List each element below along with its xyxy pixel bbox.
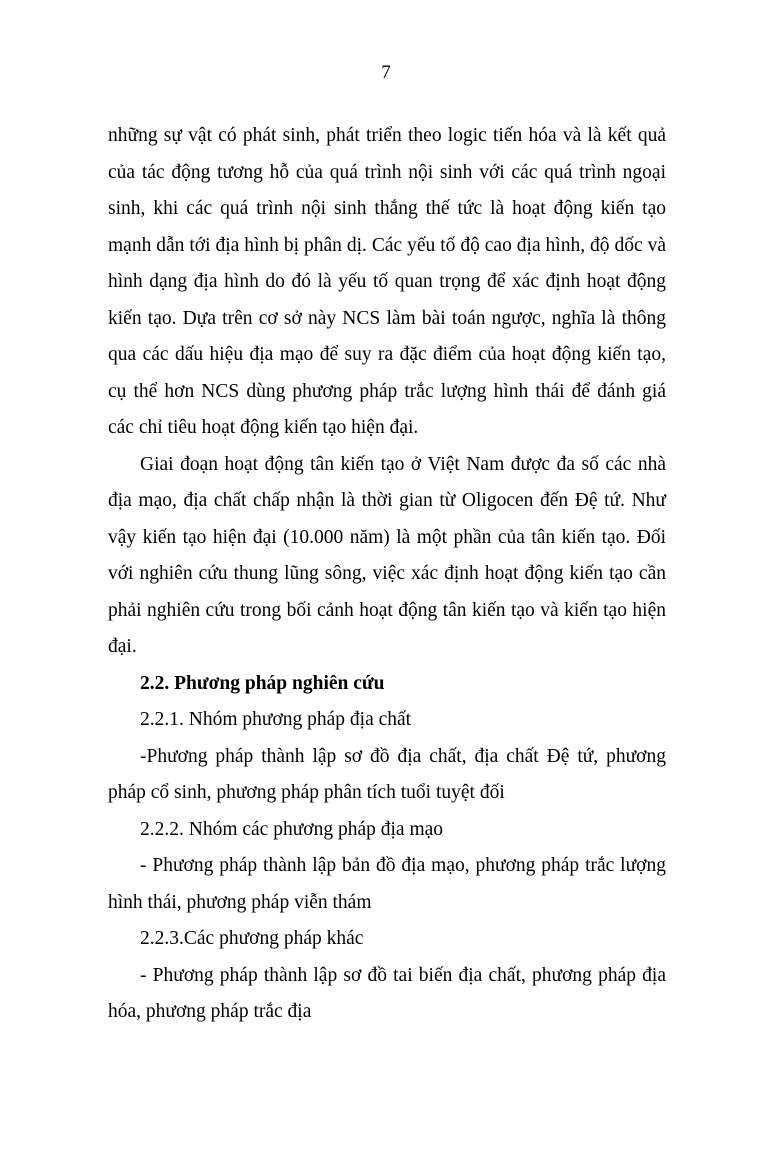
subsection-heading-2-2-3: 2.2.3.Các phương pháp khác xyxy=(140,928,364,949)
page-number: 7 xyxy=(381,62,391,83)
paragraph-geomorphology-methods: - Phương pháp thành lập bản đồ địa mạo, phương pháp trắc lượng hình thái, phương pháp viễn thám xyxy=(108,855,666,913)
paragraph-other-methods: - Phương pháp thành lập sơ đồ tai biến địa chất, phương pháp địa hóa, phương pháp trắc địa xyxy=(108,964,666,1022)
subsection-heading-2-2-2: 2.2.2. Nhóm các phương pháp địa mạo xyxy=(140,818,444,840)
section-heading-2-2: 2.2. Phương pháp nghiên cứu xyxy=(140,672,385,694)
page-content xyxy=(108,118,666,1031)
subsection-heading-2-2-1: 2.2.1. Nhóm phương pháp địa chất xyxy=(140,709,412,730)
paragraph-geology-methods: -Phương pháp thành lập sơ đồ địa chất, địa chất Đệ tứ, phương pháp cổ sinh, phương pháp phân tích tuổi tuyệt đối xyxy=(108,745,666,803)
paragraph-body: những sự vật có phát sinh, phát triển theo logic tiến hóa và là kết quả của tác động tương hỗ của quá trình nội sinh với các quá trình ngoại sinh, khi các quá trình nội sinh thắng thế tức là hoạt động kiến tạo mạnh dẫn tới địa hình bị phân dị. Các yếu tố độ cao địa hình, độ dốc và hình dạng địa hình do đó là yếu tố quan trọng để xác định hoạt động kiến tạo. Dựa trên cơ sở này NCS làm bài toán ngược, nghĩa là thông qua các dấu hiệu địa mạo để suy ra đặc điểm của hoạt động kiến tạo, cụ thể hơn NCS dùng phương pháp trắc lượng hình thái để đánh giá các chỉ tiêu hoạt động kiến tạo hiện đại. xyxy=(108,125,666,438)
paragraph-tectonic-period: Giai đoạn hoạt động tân kiến tạo ở Việt Nam được đa số các nhà địa mạo, địa chất chấp nhận là thời gian từ Oligocen đến Đệ tứ. Như vậy kiến tạo hiện đại (10.000 năm) là một phần của tân kiến tạo. Đối với nghiên cứu thung lũng sông, việc xác định hoạt động kiến tạo cần phải nghiên cứu trong bối cảnh hoạt động tân kiến tạo và kiến tạo hiện đại. xyxy=(108,453,666,657)
